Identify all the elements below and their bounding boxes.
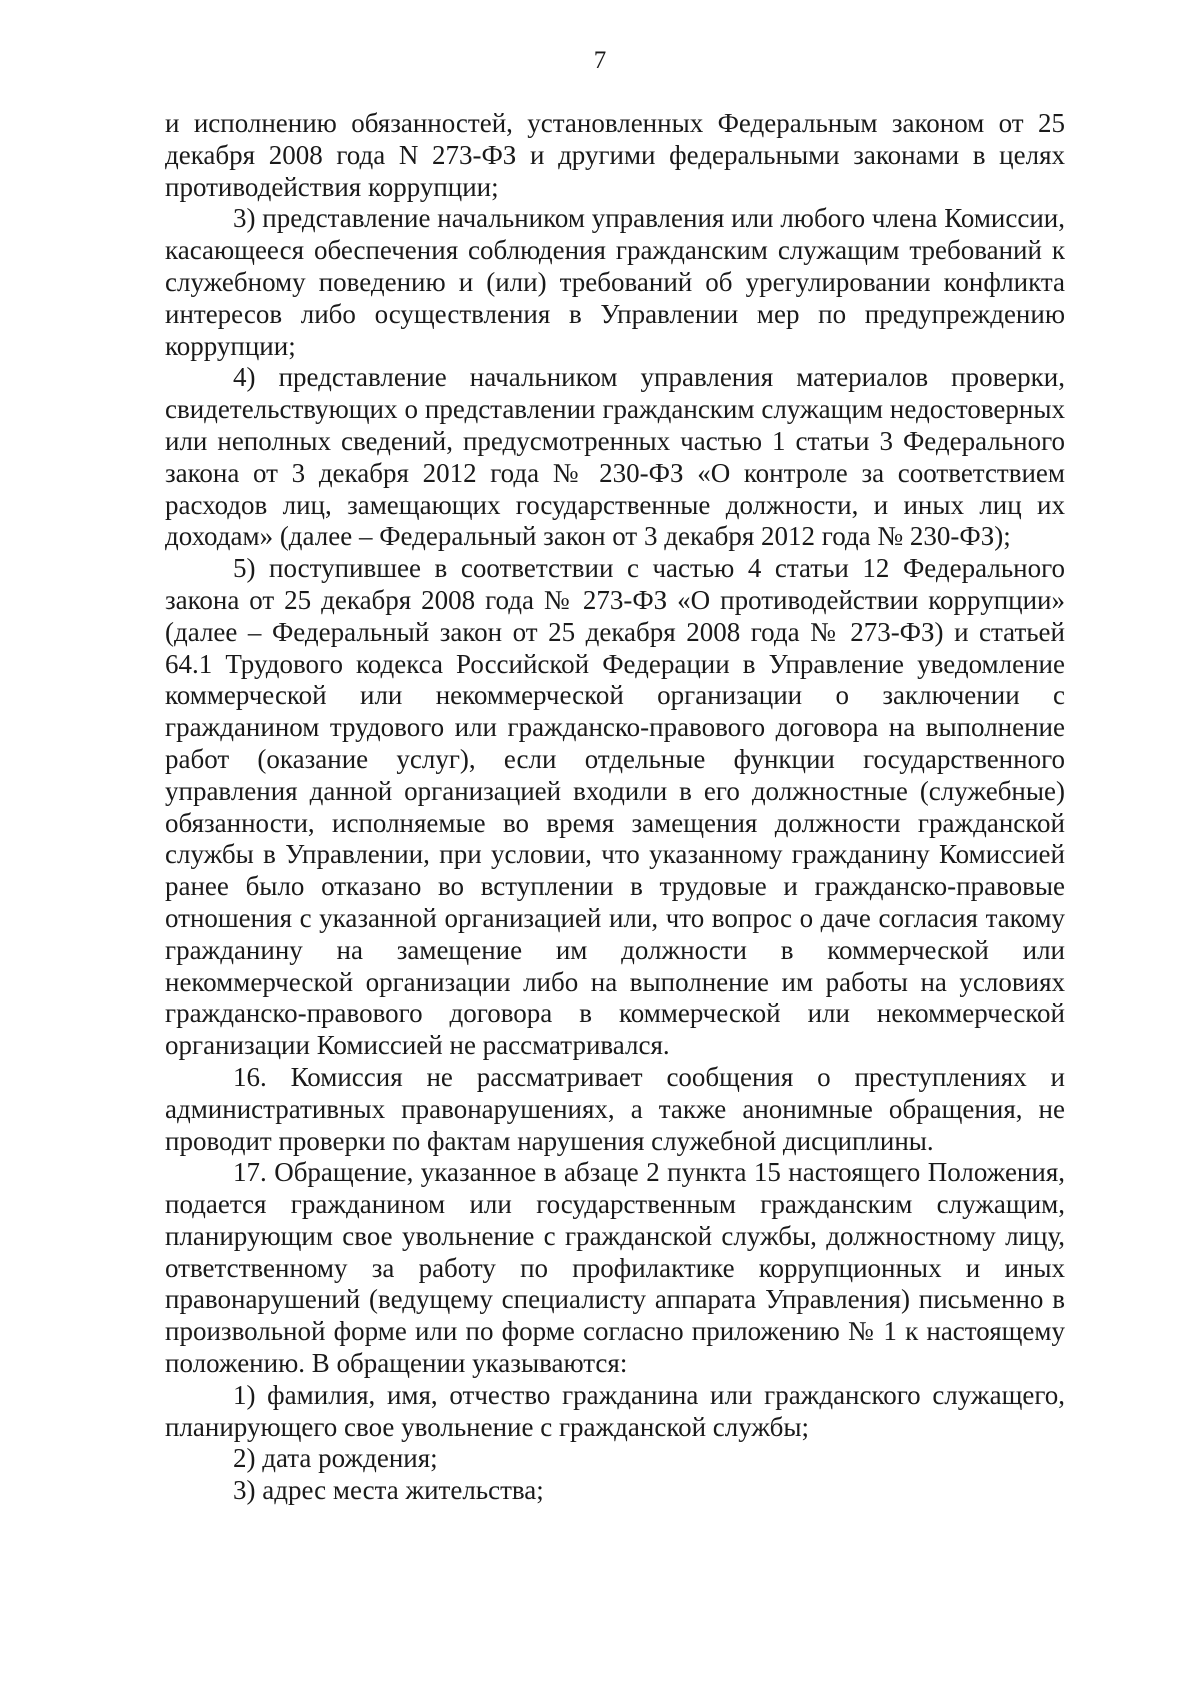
- paragraph-item-3: 3) представление начальником управления или любого члена Комиссии, касающееся обеспечения соблюдения гражданским служащим требований к служебному поведению и (или) требований об урегулировании конфликта интересов либо осуществления в Управлении мер по предупреждению коррупции;: [165, 203, 1065, 361]
- paragraph-item-4: 4) представление начальником управления материалов проверки, свидетельствующих о представлении гражданским служащим недостоверных или неполных сведений, предусмотренных частью 1 статьи 3 Федерального закона от 3 декабря 2012 года № 230-ФЗ «О контроле за соответствием расходов лиц, замещающих государственные должности, и иных лиц их доходам» (далее – Федеральный закон от 3 декабря 2012 года № 230-ФЗ);: [165, 362, 1065, 552]
- paragraph-sub-item-2: 2) дата рождения;: [233, 1443, 438, 1474]
- paragraph-section-17: 17. Обращение, указанное в абзаце 2 пункта 15 настоящего Положения, подается гражданином или государственным гражданским служащим, планирующим свое увольнение с гражданской службы, должностному лицу, ответственному за работу по профилактике коррупционных и иных правонарушений (ведущему специалисту аппарата Управления) письменно в произвольной форме или по форме согласно приложению № 1 к настоящему положению. В обращении указываются:: [165, 1157, 1065, 1379]
- paragraph-continuation: и исполнению обязанностей, установленных Федеральным законом от 25 декабря 2008 года N 273-ФЗ и другими федеральными законами в целях противодействия коррупции;: [165, 108, 1065, 202]
- paragraph-section-16: 16. Комиссия не рассматривает сообщения о преступлениях и административных правонарушениях, а также анонимные обращения, не проводит проверки по фактам нарушения служебной дисциплины.: [165, 1061, 1065, 1156]
- paragraph-item-5: 5) поступившее в соответствии с частью 4 статьи 12 Федерального закона от 25 декабря 2008 года № 273-ФЗ «О противодействии коррупции» (далее – Федеральный закон от 25 декабря 2008 года № 273-ФЗ) и статьей 64.1 Трудового кодекса Российской Федерации в Управление уведомление коммерческой или некоммерческой организации о заключении с гражданином трудового или гражданско-правового договора на выполнение работ (оказание услуг), если отдельные функции государственного управления данной организацией входили в его должностные (служебные) обязанности, исполняемые во время замещения должности гражданской службы в Управлении, при условии, что указанному гражданину Комиссией ранее было отказано во вступлении в трудовые и гражданско-правовые отношения с указанной организацией или, что вопрос о даче согласия такому гражданину на замещение им должности в коммерческой или некоммерческой организации либо на выполнение им работы на условиях гражданско-правового договора в коммерческой или некоммерческой организации Комиссией не рассматривался.: [165, 553, 1065, 1061]
- document-body: [165, 108, 1065, 1507]
- page-number: 7: [593, 47, 607, 74]
- paragraph-sub-item-3: 3) адрес места жительства;: [233, 1475, 544, 1506]
- paragraph-sub-item-1: 1) фамилия, имя, отчество гражданина или гражданского служащего, планирующего свое увольнение с гражданской службы;: [165, 1379, 1065, 1442]
